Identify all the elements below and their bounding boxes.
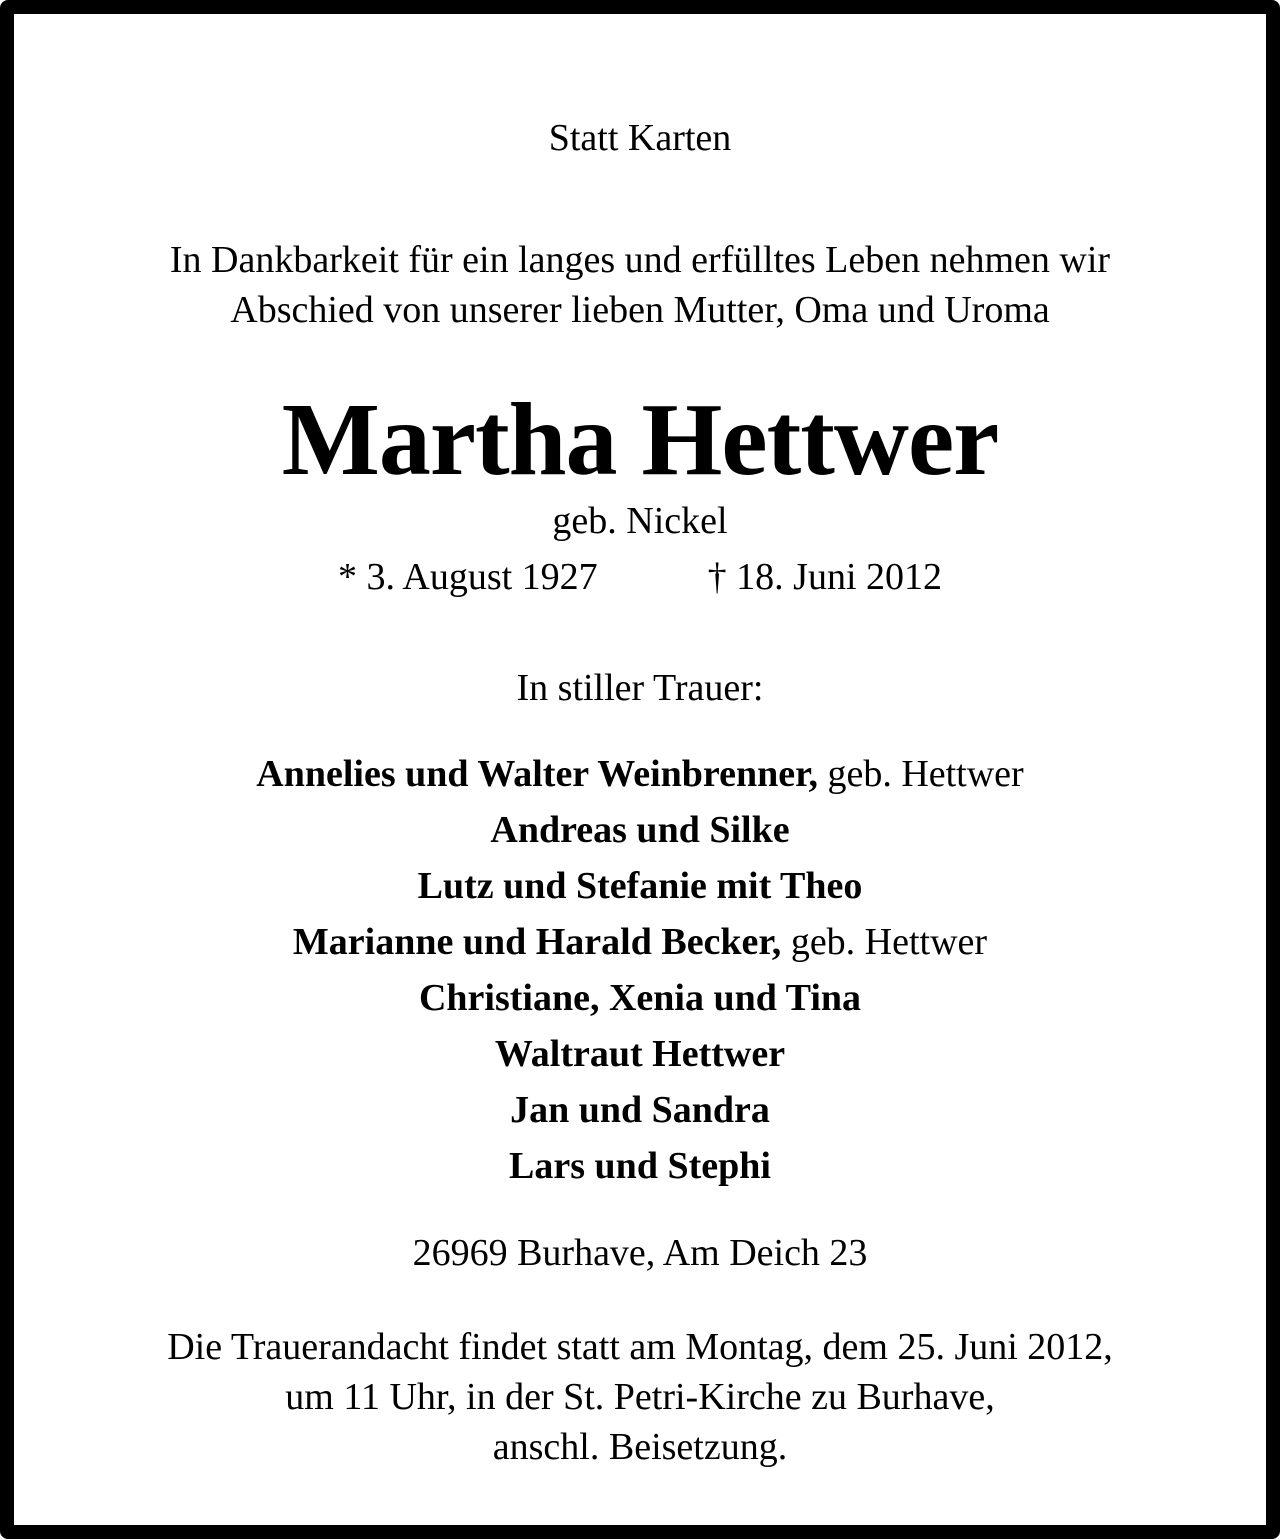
address-text: 26969 Burhave, Am Deich 23: [412, 1232, 868, 1274]
mourner-name: Waltraut Hettwer: [494, 1033, 786, 1075]
mourner-entry: [28, 1138, 1252, 1194]
mourning-heading: In stiller Trauer:: [516, 667, 764, 709]
mourner-name: Jan und Sandra: [510, 1089, 770, 1131]
service-line: Die Trauerandacht findet statt am Montag, dem 25. Juni 2012,: [167, 1326, 1113, 1368]
mourner-entry: [28, 914, 1252, 970]
service-line: anschl. Beisetzung.: [492, 1426, 788, 1468]
life-dates: [28, 554, 1252, 600]
deceased-name: Martha Hettwer: [281, 382, 999, 497]
mourner-suffix: geb. Hettwer: [817, 753, 1024, 795]
maiden-name: geb. Nickel: [552, 500, 728, 542]
mourner-entry: [28, 802, 1252, 858]
mourner-entry: [28, 858, 1252, 914]
mourner-name: Lars und Stephi: [509, 1145, 771, 1187]
mourners-list: [28, 746, 1252, 1194]
mourner-name: Marianne und Harald Becker,: [292, 921, 782, 963]
mourner-name: Andreas und Silke: [490, 809, 790, 851]
obituary-content: [28, 28, 1252, 1511]
death-date: † 18. Juni 2012: [707, 556, 943, 598]
dedication-line: In Dankbarkeit für ein langes und erfülltes Leben nehmen wir: [169, 239, 1111, 281]
dedication-text: [28, 235, 1252, 335]
mourner-suffix: geb. Hettwer: [781, 921, 988, 963]
mourner-entry: [28, 970, 1252, 1026]
mourner-name: Annelies und Walter Weinbrenner,: [256, 753, 818, 795]
birth-date: * 3. August 1927: [337, 556, 598, 598]
mourner-entry: [28, 1082, 1252, 1138]
mourner-entry: [28, 1026, 1252, 1082]
intro-text: Statt Karten: [548, 117, 732, 159]
service-line: um 11 Uhr, in der St. Petri-Kirche zu Burhave,: [285, 1376, 995, 1418]
mourner-name: Christiane, Xenia und Tina: [418, 977, 862, 1019]
dedication-line: Abschied von unserer lieben Mutter, Oma und Uroma: [230, 289, 1050, 331]
service-details: [28, 1322, 1252, 1472]
mourner-name: Lutz und Stefanie mit Theo: [417, 865, 863, 907]
mourner-entry: [28, 746, 1252, 802]
